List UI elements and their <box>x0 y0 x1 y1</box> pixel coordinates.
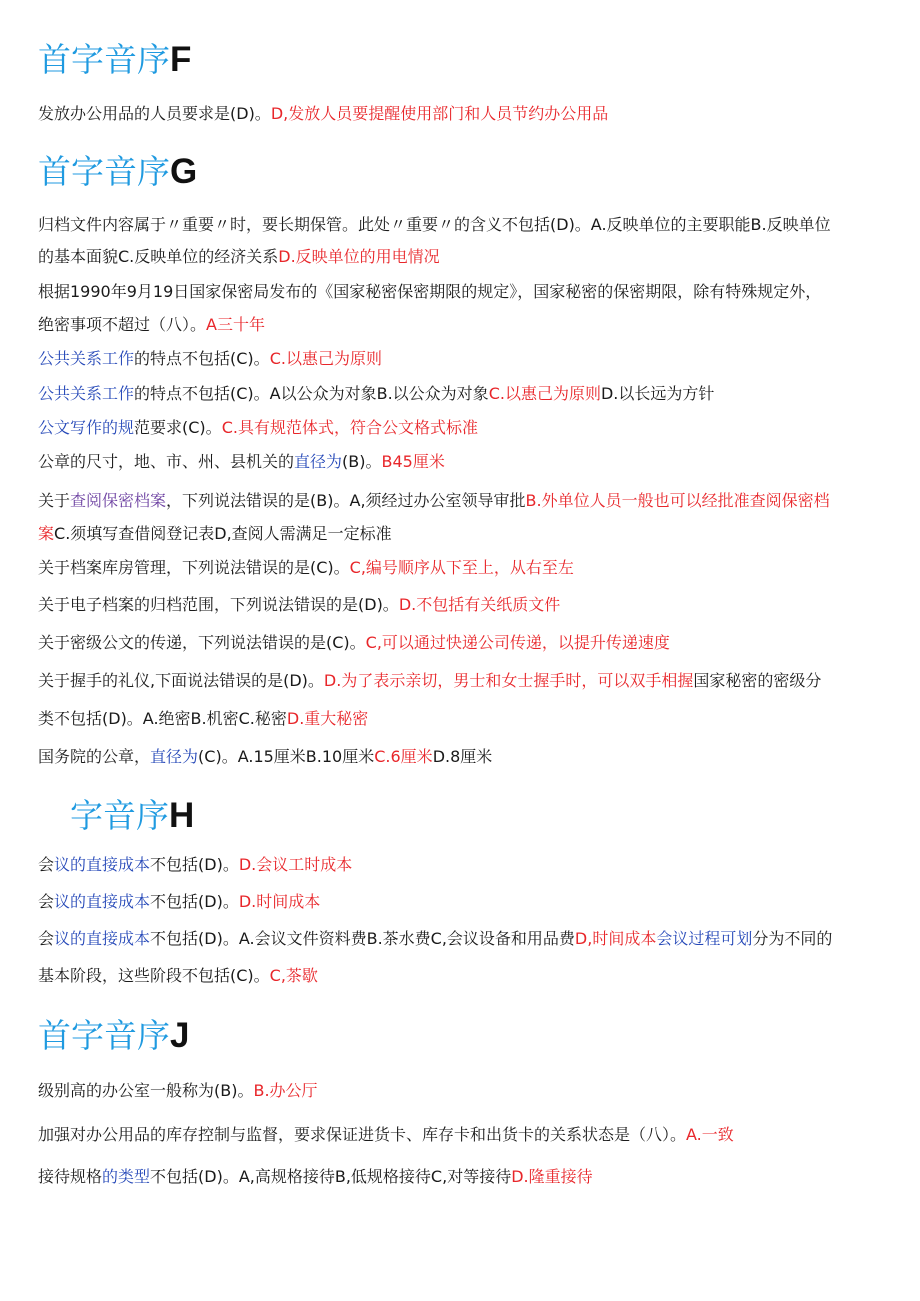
heading-text: 首字音序 <box>38 40 170 79</box>
answer-text: C,可以通过快递公司传递，以提升传递速度 <box>365 633 670 652</box>
question-text: 的基本面貌C.反映单位的经济关系 <box>38 247 279 266</box>
answer-text: D.为了表示亲切，男士和女士握手时，可以双手相握 <box>323 671 694 690</box>
answer-text: C.具有规范体式，符合公文格式标准 <box>221 418 478 437</box>
answer-text: D.会议工时成本 <box>238 855 353 874</box>
heading-letter: G <box>170 152 198 191</box>
question-line <box>38 97 886 131</box>
question-line <box>38 702 886 736</box>
answer-text: B.办公厅 <box>253 1081 318 1100</box>
answer-text: 案 <box>38 524 55 543</box>
section-heading-g <box>38 148 197 196</box>
question-text: 关于档案库房管理，下列说法错误的是(C)。 <box>38 558 350 577</box>
question-text: 加强对办公用品的库存控制与监督，要求保证进货卡、库存卡和出货卡的关系状态是（八）。 <box>38 1125 687 1144</box>
question-text: D.8厘米 <box>432 747 493 766</box>
answer-text: D.隆重接待 <box>511 1167 593 1186</box>
question-text: 接待规格 <box>38 1167 103 1186</box>
section-heading-j <box>38 1012 189 1060</box>
question-text: 不包括(D)。A.会议文件资料费B.茶水费C,会议设备和用品费 <box>150 929 575 948</box>
question-text: 发放办公用品的人员要求是(D)。 <box>38 104 271 123</box>
heading-letter: F <box>170 40 192 79</box>
answer-text: C.以惠己为原则 <box>269 349 382 368</box>
question-line <box>38 445 886 479</box>
answer-text: C,编号顺序从下至上，从右至左 <box>349 558 574 577</box>
question-line <box>38 664 886 698</box>
term-text: 的类型 <box>102 1167 151 1186</box>
answer-text: C.6厘米 <box>374 747 433 766</box>
term-text: 公共关系工作 <box>38 384 135 403</box>
question-text: 会 <box>38 892 55 911</box>
question-text: 根据1990年9月19日国家保密局发布的《国家秘密保密期限的规定》，国家秘密的保密期限，除有特殊规定外， <box>38 282 822 301</box>
heading-text: 首字音序 <box>38 152 170 191</box>
question-text: D.以长远为方针 <box>600 384 715 403</box>
question-line <box>38 551 886 585</box>
heading-letter: J <box>170 1016 190 1055</box>
answer-text: D.不包括有关纸质文件 <box>398 595 561 614</box>
question-text: 国家秘密的密级分 <box>693 671 822 690</box>
question-text: 分为不同的 <box>752 929 833 948</box>
question-text: 基本阶段，这些阶段不包括(C)。 <box>38 966 270 985</box>
question-text: 不包括(D)。A,高规格接待B,低规格接待C,对等接待 <box>150 1167 512 1186</box>
question-text: 级别高的办公室一般称为(B)。 <box>38 1081 254 1100</box>
heading-text: 首字音序 <box>38 1016 170 1055</box>
answer-text: B.外单位人员一般也可以经批准查阅保密档 <box>525 491 830 510</box>
term-text: 查阅保密档案 <box>70 491 167 510</box>
answer-text: D,发放人员要提醒使用部门和人员节约办公用品 <box>270 104 609 123</box>
question-text: C.须填写查借阅登记表D,查阅人需满足一定标准 <box>54 524 392 543</box>
question-line <box>38 922 886 956</box>
term-text: 议的直接成本 <box>54 892 151 911</box>
question-text: 关于电子档案的归档范围，下列说法错误的是(D)。 <box>38 595 399 614</box>
question-text: 关于 <box>38 491 71 510</box>
question-line <box>38 208 886 242</box>
question-line <box>38 626 886 660</box>
question-text: 会 <box>38 929 55 948</box>
question-line <box>38 342 886 376</box>
question-text: (C)。A.15厘米B.10厘米 <box>198 747 375 766</box>
question-text: 归档文件内容属于〃重要〃时，要长期保管。此处〃重要〃的含义不包括(D)。A.反映单位的主要职能B.反映单位 <box>38 215 831 234</box>
question-text: 类不包括(D)。A.绝密B.机密C.秘密 <box>38 709 287 728</box>
question-line <box>38 1074 886 1108</box>
answer-text: D.反映单位的用电情况 <box>278 247 440 266</box>
term-text: 直径为 <box>294 452 343 471</box>
question-text: 的特点不包括(C)。 <box>134 349 270 368</box>
question-line <box>38 959 886 993</box>
question-text: 国务院的公章， <box>38 747 151 766</box>
answer-text: A.一致 <box>686 1125 734 1144</box>
heading-letter: H <box>169 796 195 835</box>
question-line <box>38 240 886 274</box>
question-line <box>38 308 886 342</box>
question-line <box>38 517 886 551</box>
answer-text: A三十年 <box>206 315 265 334</box>
question-text: 范要求(C)。 <box>134 418 222 437</box>
question-text: (B)。 <box>342 452 382 471</box>
question-text: 绝密事项不超过（八）。 <box>38 315 207 334</box>
term-text: 公文写作的规 <box>38 418 135 437</box>
answer-text: C.以惠己为原则 <box>488 384 601 403</box>
question-text: 会 <box>38 855 55 874</box>
answer-text: D.重大秘密 <box>286 709 369 728</box>
answer-text: C,茶歇 <box>269 966 318 985</box>
question-text: 关于握手的礼仪,下面说法错误的是(D)。 <box>38 671 324 690</box>
term-text: 直径为 <box>150 747 199 766</box>
question-text: ，下列说法错误的是(B)。A,须经过办公室领导审批 <box>166 491 526 510</box>
answer-text: D.时间成本 <box>238 892 321 911</box>
question-line <box>38 1160 886 1194</box>
term-text: 议的直接成本 <box>54 855 151 874</box>
question-text: 不包括(D)。 <box>150 855 239 874</box>
question-line <box>38 411 886 445</box>
question-line <box>38 588 886 622</box>
answer-text: B45厘米 <box>381 452 445 471</box>
section-heading-h <box>70 792 194 840</box>
question-text: 关于密级公文的传递，下列说法错误的是(C)。 <box>38 633 366 652</box>
section-heading-f <box>38 36 191 84</box>
question-line <box>38 885 886 919</box>
answer-text: D,时间成本 <box>574 929 657 948</box>
question-text: 的特点不包括(C)。A以公众为对象B.以公众为对象 <box>134 384 489 403</box>
question-text: 不包括(D)。 <box>150 892 239 911</box>
term-text: 会议过程可划 <box>656 929 753 948</box>
question-line <box>38 484 886 518</box>
term-text: 议的直接成本 <box>54 929 151 948</box>
term-text: 公共关系工作 <box>38 349 135 368</box>
question-line <box>38 740 886 774</box>
question-text: 公章的尺寸，地、市、州、县机关的 <box>38 452 295 471</box>
question-line <box>38 1118 886 1152</box>
heading-text: 字音序 <box>70 796 169 835</box>
question-line <box>38 377 886 411</box>
question-line <box>38 275 886 309</box>
question-line <box>38 848 886 882</box>
